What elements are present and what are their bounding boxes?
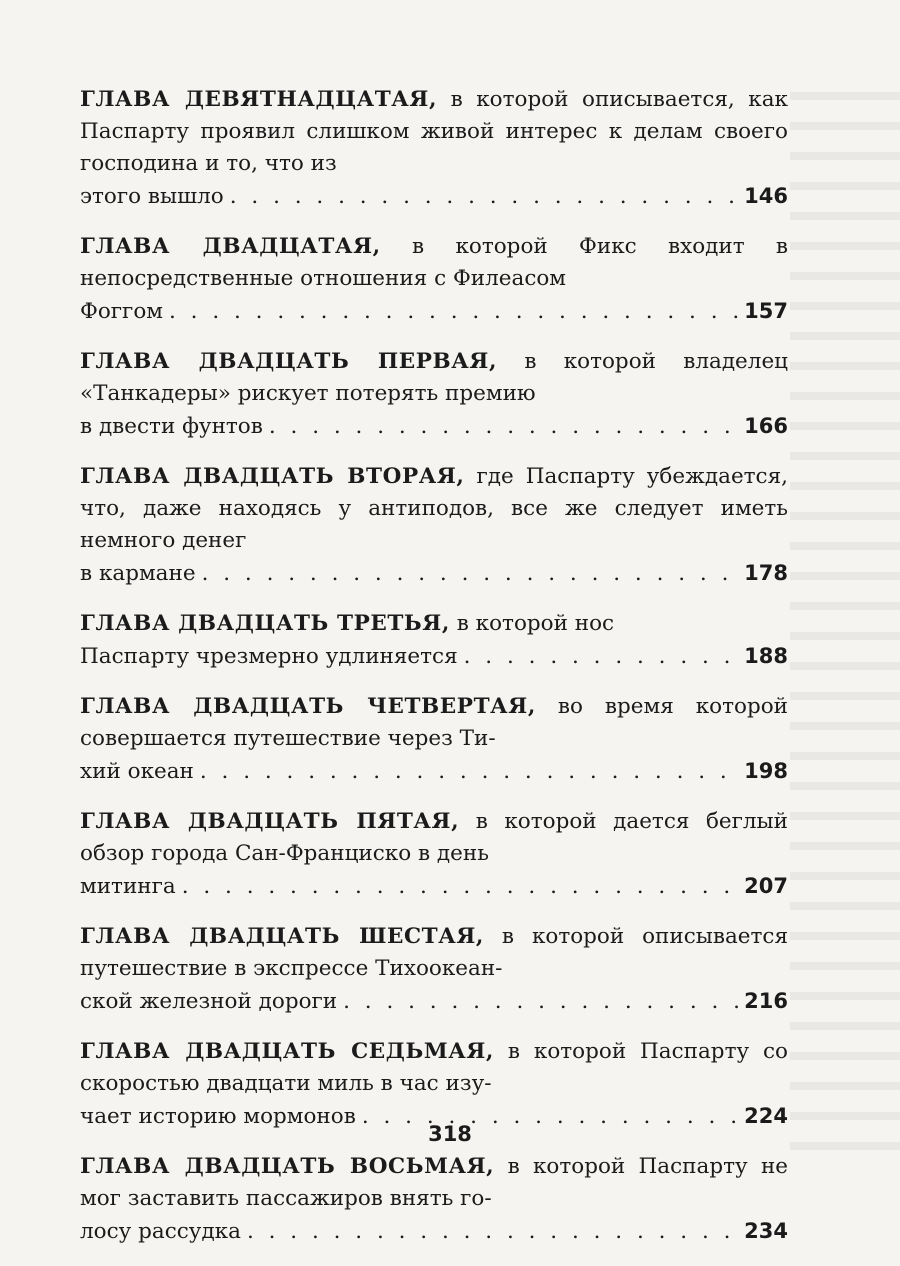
chapter-description: в которой нос xyxy=(449,611,615,636)
toc-entry[interactable] xyxy=(80,921,788,1018)
dot-leader xyxy=(202,558,739,590)
dot-leader xyxy=(464,641,739,673)
chapter-description: где Паспарту убеждается, что, даже находясь у антиподов, все же следует иметь немного денег xyxy=(80,464,788,553)
entry-leader-line xyxy=(80,410,788,443)
chapter-description-end: Паспарту чрезмерно удлиняется xyxy=(80,644,458,669)
entry-leader-line xyxy=(80,557,788,590)
chapter-description: в которой Паспарту не мог заставить пассажиров внять го- xyxy=(80,1154,788,1211)
page-ref: 166 xyxy=(744,414,788,438)
toc-entry[interactable] xyxy=(80,346,788,443)
page-ref: 234 xyxy=(744,1219,788,1243)
dot-leader xyxy=(182,871,738,903)
chapter-description-end: митинга xyxy=(80,874,176,899)
chapter-description: в которой владелец «Танкадеры» рискует потерять премию xyxy=(80,349,788,406)
page-ref: 146 xyxy=(744,184,788,208)
chapter-title: ГЛАВА ДВАДЦАТЬ ВТОРАЯ, xyxy=(80,464,465,489)
chapter-title: ГЛАВА ДВАДЦАТЬ ВОСЬМАЯ, xyxy=(80,1154,495,1179)
entry-leader-line xyxy=(80,870,788,903)
chapter-description: в которой описывается путешествие в экспрессе Тихоокеан- xyxy=(80,924,789,981)
toc-entry[interactable] xyxy=(80,608,788,673)
chapter-title: ГЛАВА ДВАДЦАТАЯ, xyxy=(80,234,381,259)
page-ref: 207 xyxy=(744,874,788,898)
chapter-description-end: в кармане xyxy=(80,561,196,586)
dot-leader xyxy=(169,296,738,328)
entry-text xyxy=(80,1036,788,1100)
chapter-title: ГЛАВА ДВАДЦАТЬ ЧЕТВЕРТАЯ, xyxy=(80,694,536,719)
page-ref: 198 xyxy=(744,759,788,783)
entry-text xyxy=(80,461,788,557)
entry-leader-line xyxy=(80,985,788,1018)
entry-text xyxy=(80,346,788,410)
chapter-description: в которой описывается, как Паспарту проявил слишком живой интерес к делам своего господина и то, что из xyxy=(80,87,788,176)
page-ref: 188 xyxy=(744,644,788,668)
page-ref: 224 xyxy=(744,1104,788,1128)
toc-entry[interactable] xyxy=(80,461,788,590)
toc-entry[interactable] xyxy=(80,1036,788,1133)
chapter-description-end: ской железной дороги xyxy=(80,989,338,1014)
page-ref: 157 xyxy=(744,299,788,323)
table-of-contents xyxy=(80,84,788,1266)
entry-leader-line xyxy=(80,755,788,788)
chapter-description-end: хий океан xyxy=(80,759,194,784)
toc-entry[interactable] xyxy=(80,691,788,788)
toc-entry[interactable] xyxy=(80,231,788,328)
chapter-description: в которой Паспарту со скоростью двадцати миль в час изу- xyxy=(80,1039,788,1096)
chapter-title: ГЛАВА ДВАДЦАТЬ ПЯТАЯ, xyxy=(80,809,460,834)
dot-leader xyxy=(269,411,738,443)
toc-entry[interactable] xyxy=(80,806,788,903)
page-ref: 178 xyxy=(744,561,788,585)
reverse-page-bleed xyxy=(790,70,900,1150)
chapter-title: ГЛАВА ДВАДЦАТЬ ПЕРВАЯ, xyxy=(80,349,498,374)
chapter-title: ГЛАВА ДВАДЦАТЬ ТРЕТЬЯ, xyxy=(80,611,450,636)
entry-text xyxy=(80,1151,788,1215)
entry-text xyxy=(80,806,788,870)
dot-leader xyxy=(247,1216,738,1248)
entry-leader-line xyxy=(80,1215,788,1248)
entry-text xyxy=(80,231,788,295)
dot-leader xyxy=(230,181,738,213)
chapter-description: во время которой совершается путешествие через Ти- xyxy=(80,694,788,751)
chapter-description-end: этого вышло xyxy=(80,184,224,209)
chapter-description: в которой Фикс входит в непосредственные отношения с Филеасом xyxy=(80,234,788,291)
chapter-title: ГЛАВА ДВАДЦАТЬ СЕДЬМАЯ, xyxy=(80,1039,494,1064)
chapter-description-end: Фоггом xyxy=(80,299,163,324)
toc-entry[interactable] xyxy=(80,84,788,213)
entry-leader-line xyxy=(80,640,788,673)
entry-text xyxy=(80,921,788,985)
chapter-title: ГЛАВА ДЕВЯТНАДЦАТАЯ, xyxy=(80,87,438,112)
chapter-title: ГЛАВА ДВАДЦАТЬ ШЕСТАЯ, xyxy=(80,924,485,949)
page-ref: 216 xyxy=(744,989,788,1013)
page-number: 318 xyxy=(428,1122,472,1146)
chapter-description-end: в двести фунтов xyxy=(80,414,263,439)
entry-leader-line xyxy=(80,295,788,328)
entry-text xyxy=(80,691,788,755)
entry-text xyxy=(80,84,788,180)
entry-text xyxy=(80,608,788,640)
chapter-description-end: лосу рассудка xyxy=(80,1219,241,1244)
dot-leader xyxy=(200,756,738,788)
dot-leader xyxy=(343,986,738,1018)
chapter-description-end: чает историю мормонов xyxy=(80,1104,356,1129)
entry-leader-line xyxy=(80,180,788,213)
chapter-description: в которой дается беглый обзор города Сан-Франциско в день xyxy=(80,809,788,866)
